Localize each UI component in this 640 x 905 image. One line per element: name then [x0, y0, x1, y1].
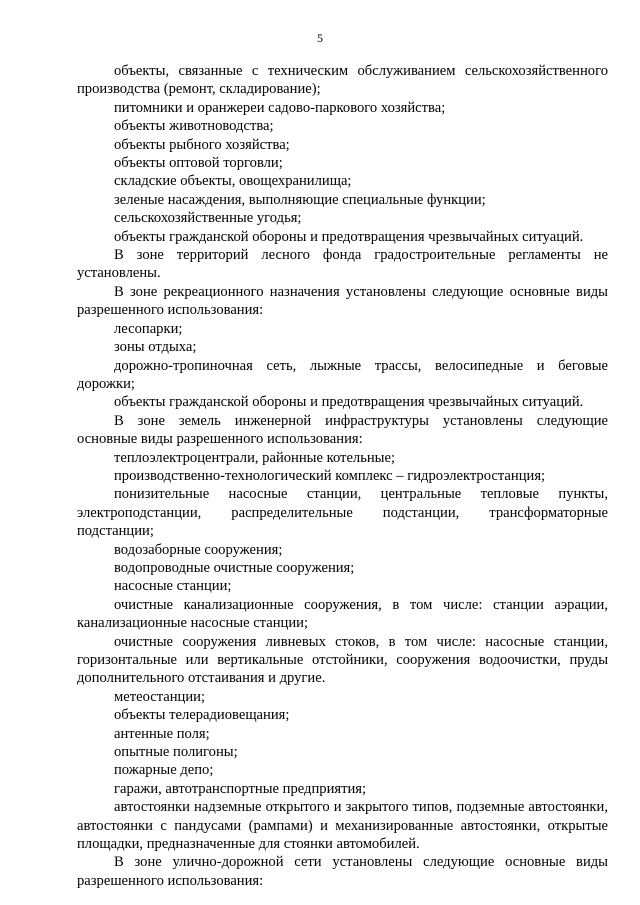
- paragraph-livestock: объекты животноводства;: [114, 118, 274, 135]
- paragraph-water-treatment: водопроводные очистные сооружения;: [114, 559, 355, 576]
- paragraph-recreation-zone: В зоне рекреационного назначения установлены следующие основные виды разрешенного использования:: [77, 283, 608, 319]
- paragraph-broadcasting: объекты телерадиовещания;: [114, 707, 290, 724]
- paragraph-rest-areas: зоны отдыха;: [114, 339, 197, 356]
- paragraph-farmland: сельскохозяйственные угодья;: [114, 210, 302, 227]
- paragraph-civil-defense-2: объекты гражданской обороны и предотвращения чрезвычайных ситуаций.: [114, 394, 584, 411]
- paragraph-green-spaces: зеленые насаждения, выполняющие специальные функции;: [114, 191, 486, 208]
- paragraph-parking: автостоянки надземные открытого и закрытого типов, подземные автостоянки, автостоянки с пандусами (рампами) и механизированные автостоянки, открытые площадки, предназначенные для стоянки автомобилей.: [77, 799, 608, 853]
- paragraph-civil-defense-1: объекты гражданской обороны и предотвращения чрезвычайных ситуаций.: [114, 228, 584, 245]
- paragraph-heat-plants: теплоэлектроцентрали, районные котельные;: [114, 449, 396, 466]
- paragraph-storm-water: очистные сооружения ливневых стоков, в том числе: насосные станции, горизонтальные или вертикальные отстойники, сооружения водоочистки, пруды дополнительного отстаивания и другие.: [77, 633, 608, 687]
- paragraph-garages: гаражи, автотранспортные предприятия;: [114, 780, 367, 797]
- paragraph-nurseries: питомники и оранжереи садово-паркового хозяйства;: [114, 99, 446, 116]
- paragraph-water-intake: водозаборные сооружения;: [114, 541, 283, 558]
- paragraph-engineering-zone: В зоне земель инженерной инфраструктуры установлены следующие основные виды разрешенного использования:: [77, 412, 608, 448]
- paragraph-fishery: объекты рыбного хозяйства;: [114, 136, 290, 153]
- paragraph-antenna-fields: антенные поля;: [114, 725, 210, 742]
- paragraph-wholesale: объекты оптовой торговли;: [114, 155, 283, 172]
- paragraph-forest-zone: В зоне территорий лесного фонда градостроительные регламенты не установлены.: [77, 247, 608, 282]
- paragraph-weather-stations: метеостанции;: [114, 688, 206, 705]
- paragraph-hydro-complex: производственно-технологический комплекс – гидроэлектростанция;: [114, 467, 546, 484]
- paragraph-test-ranges: опытные полигоны;: [114, 744, 238, 761]
- paragraph-forest-parks: лесопарки;: [114, 320, 183, 337]
- paragraph-trail-network: дорожно-тропиночная сеть, лыжные трассы, велосипедные и беговые дорожки;: [77, 357, 608, 392]
- paragraph-service-objects: объекты, связанные с техническим обслуживанием сельскохозяйственного производства (ремонт, складирование);: [77, 63, 608, 98]
- paragraph-sewage-treatment: очистные канализационные сооружения, в том числе: станции аэрации, канализационные насосные станции;: [77, 596, 608, 632]
- paragraph-fire-stations: пожарные депо;: [114, 762, 214, 779]
- page-number: 5: [317, 31, 323, 45]
- paragraph-pump-stations: насосные станции;: [114, 578, 232, 595]
- paragraph-substations: понизительные насосные станции, центральные тепловые пункты, электроподстанции, распределительные подстанции, трансформаторные подстанции;: [77, 486, 608, 540]
- paragraph-warehouses: складские объекты, овощехранилища;: [114, 173, 352, 190]
- paragraph-street-network-zone: В зоне улично-дорожной сети установлены следующие основные виды разрешенного использования:: [77, 854, 608, 889]
- document-body: [77, 62, 608, 890]
